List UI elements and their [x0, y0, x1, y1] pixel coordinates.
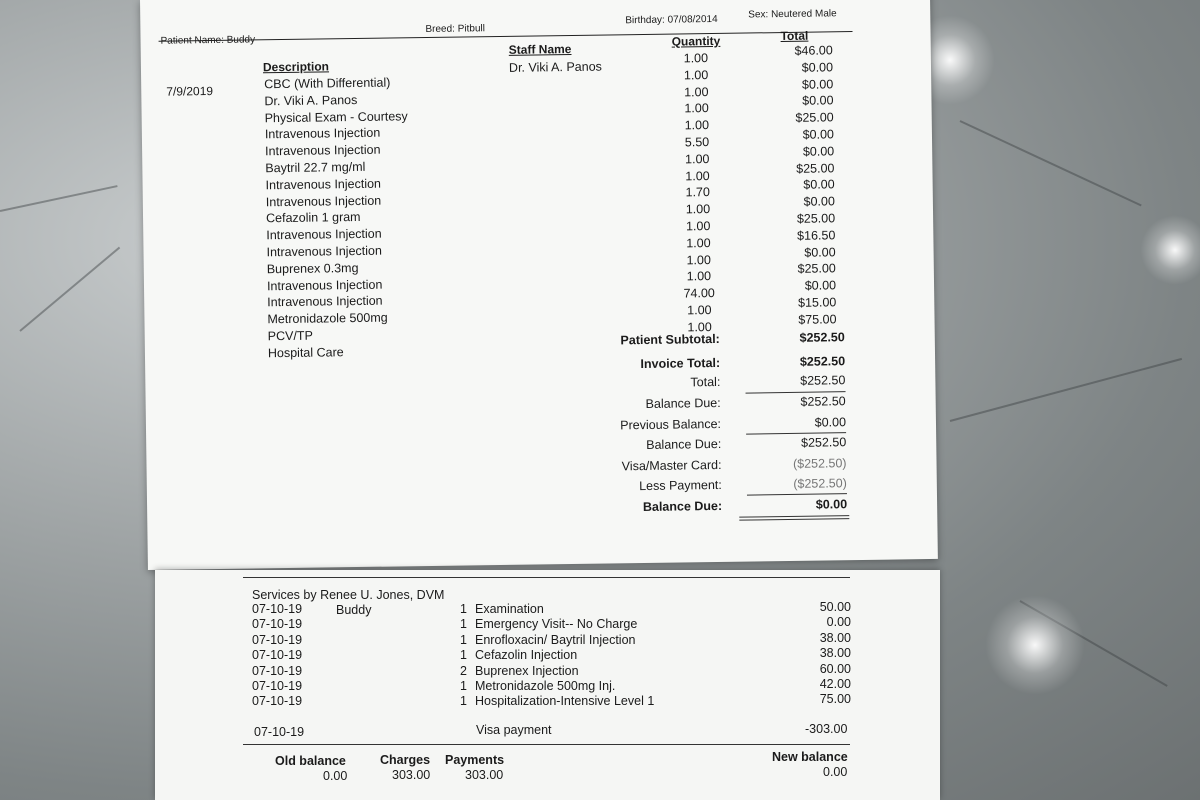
new-balance-value: 0.00 [823, 765, 848, 779]
balance-due-label: Balance Due: [645, 395, 721, 411]
list-item: 07-10-19 [252, 694, 303, 709]
list-item: Intravenous Injection [265, 176, 382, 193]
list-item: 1.00 [686, 252, 711, 267]
list-item: $25.00 [795, 110, 834, 126]
list-item: 1.00 [685, 168, 710, 183]
list-item: 1.00 [686, 269, 712, 284]
final-balance-value: $0.00 [815, 497, 848, 512]
list-item: $0.00 [804, 244, 836, 260]
service-date-list [252, 602, 302, 710]
patient-subtotal-label: Patient Subtotal: [620, 331, 720, 348]
description-header: Description [262, 59, 330, 75]
invoice-total-label: Invoice Total: [640, 355, 721, 372]
balance-due-value: $252.50 [800, 394, 846, 409]
new-balance-label: New balance [772, 750, 848, 764]
list-item: 1.00 [684, 118, 710, 133]
balance-due-row [616, 435, 846, 458]
list-item: Physical Exam - Courtesy [264, 108, 408, 125]
list-item: Examination [475, 602, 544, 616]
less-payment-row [617, 476, 847, 499]
payment-date: 07-10-19 [254, 725, 305, 739]
list-item: 1.00 [685, 202, 711, 217]
list-item: Intravenous Injection [265, 142, 381, 159]
list-item: 1.00 [687, 319, 712, 335]
balance-due-label: Balance Due: [646, 436, 722, 452]
total-header: Total [780, 28, 809, 44]
invoice-total-value: $252.50 [799, 354, 846, 369]
total-row [615, 373, 845, 396]
list-item: Intravenous Injection [266, 226, 382, 243]
list-item: 1 [460, 602, 467, 616]
payments-value: 303.00 [465, 768, 504, 782]
list-item: CBC (With Differential) [264, 75, 391, 92]
list-item: Hospital Care [267, 344, 344, 360]
list-item: 38.00 [819, 646, 851, 661]
list-item: $0.00 [804, 278, 837, 293]
list-item: $15.00 [797, 295, 837, 310]
list-item: $25.00 [796, 160, 835, 176]
list-item: Intravenous Injection [267, 294, 383, 310]
list-item: 60.00 [819, 661, 851, 676]
marble-vein [960, 120, 1142, 206]
sex: Sex: Neutered Male [748, 8, 837, 21]
marble-vein [950, 358, 1182, 422]
less-payment-value: ($252.50) [793, 476, 847, 491]
previous-balance-label: Previous Balance: [620, 416, 722, 433]
list-item: 38.00 [819, 630, 851, 645]
list-item: 07-10-19 [252, 632, 303, 647]
visa-label: Visa/Master Card: [621, 457, 722, 474]
invoice-date: 7/9/2019 [166, 83, 214, 99]
list-item: Hospitalization-Intensive Level 1 [475, 694, 655, 709]
breed: Breed: Pitbull [425, 23, 485, 36]
list-item: 1 [460, 678, 467, 693]
charges-value: 303.00 [392, 768, 431, 782]
list-item: 1.70 [685, 185, 711, 200]
list-item: 1.00 [683, 51, 709, 66]
patient-subtotal-row [615, 330, 845, 353]
list-item: Intravenous Injection [265, 193, 382, 209]
less-payment-label: Less Payment: [639, 477, 722, 494]
list-item: Metronidazole 500mg [267, 310, 388, 327]
list-item: 07-10-19 [252, 617, 303, 632]
marble-vein [19, 247, 120, 332]
list-item: 42.00 [819, 676, 851, 691]
list-item: 07-10-19 [252, 602, 303, 616]
light-glare [985, 595, 1085, 695]
list-item: $75.00 [798, 312, 837, 327]
list-item: $0.00 [803, 177, 835, 193]
service-item-list [475, 602, 654, 710]
service-amount-list [775, 600, 851, 708]
list-item: 1.00 [685, 151, 710, 167]
old-balance-label: Old balance [275, 754, 346, 768]
payment-label: Visa payment [476, 723, 552, 737]
list-item: Buprenex Injection [475, 663, 579, 678]
list-item: 1.00 [684, 101, 709, 116]
payments-label: Payments [445, 753, 505, 767]
total-value: $252.50 [800, 373, 846, 388]
list-item: $16.50 [797, 228, 836, 243]
list-item: 07-10-19 [252, 663, 303, 678]
list-item: 1.00 [687, 303, 712, 318]
list-item: Intravenous Injection [266, 243, 382, 260]
list-item: Cefazolin 1 gram [265, 210, 361, 226]
list-item: 2 [460, 663, 467, 678]
balance-due-value: $252.50 [800, 435, 847, 450]
list-item: $0.00 [801, 60, 834, 75]
previous-balance-value: $0.00 [814, 415, 847, 430]
final-balance-row [617, 497, 847, 520]
receipt-sheet [155, 570, 940, 800]
list-item: 1.00 [683, 67, 709, 83]
total-label: Total: [690, 374, 721, 390]
list-item: 1 [460, 632, 467, 647]
list-item: 1 [460, 648, 467, 663]
list-item: Enrofloxacin/ Baytril Injection [475, 632, 636, 647]
list-item: $25.00 [797, 261, 836, 277]
patient-subtotal-value: $252.50 [799, 330, 845, 345]
list-item: Buprenex 0.3mg [266, 260, 359, 277]
staff-name: Dr. Viki A. Panos [508, 59, 602, 75]
service-qty-list [455, 602, 467, 710]
patient-name: Patient Name: Buddy [160, 34, 256, 47]
list-item: 1 [460, 617, 467, 632]
quantity-header: Quantity [671, 33, 721, 49]
staff-name-header: Staff Name [508, 41, 572, 57]
list-item: 5.50 [684, 135, 710, 150]
list-item: Emergency Visit-- No Charge [475, 617, 638, 632]
list-item: $0.00 [801, 76, 834, 92]
receipt-bottom-rule [243, 744, 850, 745]
list-item: 1.00 [684, 84, 709, 100]
list-item: Metronidazole 500mg Inj. [475, 678, 616, 693]
charges-label: Charges [380, 753, 431, 767]
list-item: $0.00 [803, 194, 835, 209]
receipt-top-rule [243, 577, 850, 578]
list-item: 75.00 [819, 692, 851, 707]
list-item: Intravenous Injection [264, 126, 381, 142]
total-list [761, 42, 837, 329]
rule [739, 518, 849, 521]
list-item: 0.00 [826, 615, 851, 630]
list-item: PCV/TP [267, 328, 313, 344]
list-item: 07-10-19 [252, 648, 303, 663]
quantity-list [666, 50, 730, 336]
patient-name: Buddy [336, 603, 372, 617]
birthday: Birthday: 07/08/2014 [625, 13, 718, 27]
payment-amount: -303.00 [805, 722, 848, 736]
list-item: $0.00 [802, 127, 835, 142]
list-item: Cefazolin Injection [475, 648, 578, 663]
description-list [264, 74, 411, 362]
marble-vein [0, 185, 118, 212]
list-item: Intravenous Injection [266, 277, 383, 293]
services-by: Services by Renee U. Jones, DVM [252, 588, 445, 602]
old-balance-value: 0.00 [323, 769, 348, 783]
list-item: 1.00 [686, 235, 711, 251]
balance-due-row [616, 394, 846, 417]
visa-value: ($252.50) [792, 456, 847, 471]
list-item: $0.00 [802, 93, 834, 109]
list-item: $25.00 [796, 211, 836, 226]
list-item: Dr. Viki A. Panos [264, 92, 358, 109]
list-item: 1 [460, 694, 467, 709]
list-item: $0.00 [802, 144, 835, 159]
invoice-sheet [140, 0, 938, 570]
light-glare [1140, 215, 1200, 285]
list-item: 50.00 [819, 600, 851, 614]
list-item: 07-10-19 [252, 678, 303, 693]
final-balance-label: Balance Due: [642, 498, 723, 515]
list-item: $46.00 [794, 43, 833, 58]
list-item: 74.00 [683, 286, 715, 301]
list-item: 1.00 [685, 219, 711, 234]
list-item: Baytril 22.7 mg/ml [265, 159, 366, 176]
